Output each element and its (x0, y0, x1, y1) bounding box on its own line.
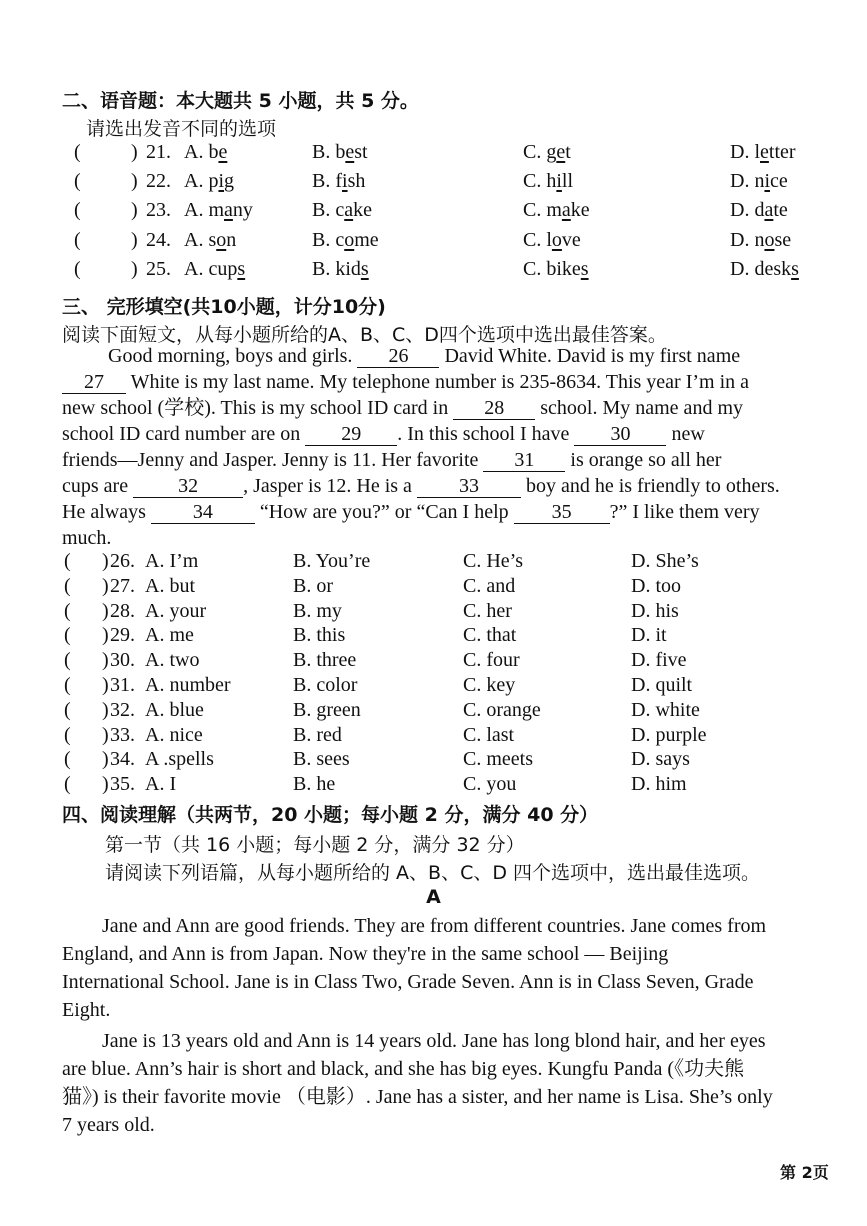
option-d (730, 199, 788, 222)
answer-paren-close: ) (131, 170, 138, 193)
option-d: D. She’s (631, 550, 699, 572)
option-text: sh (347, 170, 366, 193)
option-d: D. too (631, 574, 681, 597)
underlined-letter: a (764, 199, 774, 222)
passage-line (62, 369, 749, 395)
passage-text: , Jasper is 12. He is a (243, 475, 417, 497)
passage-text: friends—Jenny and Jasper. Jenny is 11. Her favorite (62, 449, 484, 471)
answer-paren-open: ( (64, 723, 71, 746)
passage-paragraph-2 (62, 1028, 773, 1140)
phonetics-row (0, 229, 867, 254)
phonetics-row (0, 170, 867, 195)
option-a: A. but (145, 574, 195, 597)
option-b: B. red (293, 723, 342, 746)
cloze-option-row (0, 649, 867, 674)
question-number: 31. (110, 674, 135, 696)
answer-paren-close: ) (131, 257, 138, 280)
cloze-option-row (0, 550, 867, 575)
option-text: D. n (730, 170, 765, 193)
option-d: D. it (631, 624, 667, 647)
option-a: A. nice (145, 723, 203, 746)
option-c: C. orange (463, 698, 541, 721)
option-text: te (773, 199, 788, 222)
option-text: B. c (312, 199, 345, 222)
underlined-letter: s (360, 257, 369, 280)
underlined-letter: i (764, 170, 771, 193)
blank-33: 33 (417, 475, 521, 498)
cloze-option-row (0, 724, 867, 749)
passage-line: are blue. Ann’s hair is short and black, and she has big eyes. Kungfu Panda (《功夫熊 (62, 1058, 745, 1080)
option-text: B. c (312, 228, 345, 251)
answer-paren-open: ( (74, 228, 81, 251)
passage-text: school. My name and my (535, 397, 743, 419)
cloze-option-row (0, 624, 867, 649)
option-b (312, 258, 369, 281)
page-number: 第 2页 (780, 1163, 829, 1182)
answer-paren-open: ( (64, 698, 71, 721)
phonetics-row (0, 199, 867, 224)
phonetics-row (0, 258, 867, 283)
option-b (312, 170, 365, 193)
passage-text: “How are you?” or “Can I help (254, 501, 514, 523)
option-c (523, 258, 589, 281)
underlined-letter: o (344, 228, 355, 251)
passage-text: new (666, 423, 705, 445)
passage-paragraph-1 (62, 913, 766, 1023)
passage-text: David White. David is my first name (439, 345, 741, 367)
option-d: D. says (631, 748, 690, 771)
question-number: 29. (110, 624, 135, 647)
passage-line (62, 395, 743, 421)
option-a (184, 141, 227, 164)
option-text: A. cup (184, 257, 238, 280)
section-4-part1: 第一节（共 16 小题；每小题 2 分，满分 32 分） (105, 834, 525, 856)
underlined-letter: s (237, 257, 246, 280)
option-a: A .spells (145, 748, 214, 771)
passage-line: 猫》) is their favorite movie （电影）. Jane has a sister, and her name is Lisa. She’s only (62, 1086, 773, 1108)
passage-text: ?” I like them very (609, 501, 760, 523)
question-number: 34. (110, 748, 135, 771)
section-4-title: 四、阅读理解（共两节，20 小题；每小题 2 分，满分 40 分） (62, 804, 599, 826)
cloze-option-row (0, 773, 867, 798)
answer-paren-close: ) (131, 228, 138, 251)
blank-26: 26 (357, 345, 439, 368)
blank-32: 32 (133, 475, 243, 498)
option-text: ve (561, 228, 581, 251)
option-text: B. b (312, 141, 346, 163)
section-3-title: 三、 完形填空(共10小题，计分10分) (62, 296, 386, 318)
option-text: C. l (523, 228, 552, 251)
question-number: 23. (146, 199, 171, 222)
option-text: C. h (523, 170, 557, 193)
option-d: D. white (631, 698, 700, 721)
option-d: D. quilt (631, 674, 693, 696)
passage-text: school ID card number are on (62, 423, 306, 445)
option-text: me (354, 228, 379, 251)
passage-line (62, 447, 721, 473)
cloze-option-row (0, 575, 867, 600)
answer-paren-close: ) (131, 199, 138, 222)
answer-paren-open: ( (64, 674, 71, 696)
underlined-letter: e (760, 141, 769, 163)
underlined-letter: o (551, 228, 562, 251)
section-2-instruction: 请选出发音不同的选项 (86, 118, 277, 140)
cloze-option-row (0, 699, 867, 724)
option-b: B. three (293, 649, 357, 672)
option-a: A. two (145, 649, 200, 672)
option-text: n (226, 228, 237, 251)
underlined-letter: i (218, 170, 225, 193)
option-c: C. and (463, 574, 516, 597)
option-c (523, 170, 573, 193)
option-c: C. her (463, 599, 512, 622)
blank-34: 34 (151, 501, 255, 524)
option-text: t (565, 141, 571, 163)
passage-text: He always (62, 501, 151, 523)
question-number: 28. (110, 599, 135, 622)
answer-paren-close: ) (102, 773, 109, 796)
option-c (523, 141, 571, 164)
passage-line: Jane is 13 years old and Ann is 14 years old. Jane has long blond hair, and her eyes (102, 1030, 766, 1052)
passage-line (62, 473, 780, 499)
option-text: tter (768, 141, 796, 163)
option-d (730, 229, 791, 252)
option-b: B. color (293, 674, 358, 696)
passage-text: . In this school I have (397, 423, 575, 445)
underlined-letter: s (580, 257, 589, 280)
answer-paren-open: ( (64, 624, 71, 647)
option-b: B. You’re (293, 550, 371, 572)
option-text: ny (232, 199, 253, 222)
blank-29: 29 (305, 423, 397, 446)
answer-paren-close: ) (102, 674, 109, 696)
question-number: 32. (110, 698, 135, 721)
option-d: D. his (631, 599, 679, 622)
option-d: D. him (631, 773, 687, 796)
answer-paren-open: ( (64, 773, 71, 796)
option-a (184, 199, 253, 222)
option-b: B. green (293, 698, 361, 721)
question-number: 25. (146, 257, 171, 280)
option-d (730, 141, 796, 164)
underlined-letter: a (561, 199, 571, 222)
option-text: C. bike (523, 257, 581, 280)
passage-label: A (426, 886, 441, 908)
underlined-letter: e (556, 141, 566, 163)
option-a: A. me (145, 624, 194, 647)
underlined-letter: o (764, 228, 775, 251)
option-text: C. m (523, 199, 562, 222)
option-text: st (354, 141, 368, 163)
blank-35: 35 (514, 501, 610, 524)
passage-text: much. (62, 527, 112, 549)
option-c: C. that (463, 624, 517, 647)
option-text: A. b (184, 141, 219, 163)
passage-line: International School. Jane is in Class Two, Grade Seven. Ann is in Class Seven, Grade (62, 971, 754, 993)
cloze-option-row (0, 748, 867, 773)
option-text: C. g (523, 141, 557, 163)
answer-paren-open: ( (74, 141, 81, 163)
option-text: B. kid (312, 257, 361, 280)
passage-text: Good morning, boys and girls. (108, 345, 358, 367)
cloze-option-row (0, 600, 867, 625)
answer-paren-close: ) (131, 141, 138, 163)
passage-line: Jane and Ann are good friends. They are from different countries. Jane comes from (102, 915, 767, 937)
option-text: g (224, 170, 235, 193)
option-a: A. blue (145, 698, 204, 721)
option-text: ke (570, 199, 590, 222)
answer-paren-open: ( (74, 170, 81, 193)
option-c: C. meets (463, 748, 533, 771)
question-number: 30. (110, 649, 135, 672)
underlined-letter: o (216, 228, 227, 251)
question-number: 24. (146, 228, 171, 251)
answer-paren-open: ( (64, 550, 71, 572)
option-text: D. d (730, 199, 765, 222)
underlined-letter: a (344, 199, 354, 222)
passage-line (62, 421, 705, 447)
answer-paren-open: ( (74, 257, 81, 280)
underlined-letter: s (791, 257, 799, 280)
passage-text: White is my last name. My telephone number is 235-8634. This year I’m in a (126, 371, 750, 393)
section-4-instruction: 请阅读下列语篇，从每小题所给的 A、B、C、D 四个选项中，选出最佳选项。 (105, 862, 761, 884)
option-a: A. I (145, 773, 177, 796)
blank-27: 27 (62, 371, 126, 394)
option-c: C. He’s (463, 550, 523, 572)
option-b: B. sees (293, 748, 350, 771)
option-b (312, 199, 372, 222)
option-c: C. four (463, 649, 520, 672)
underlined-letter: a (224, 199, 233, 222)
option-d (730, 170, 788, 193)
passage-line (62, 499, 760, 525)
passage-line: England, and Ann is from Japan. Now they're in the same school — Beijing (62, 943, 669, 965)
phonetics-row (0, 141, 867, 166)
option-a (184, 258, 245, 281)
option-b: B. he (293, 773, 336, 796)
answer-paren-close: ) (102, 748, 109, 771)
question-number: 27. (110, 574, 135, 597)
option-b (312, 229, 379, 252)
answer-paren-close: ) (102, 698, 109, 721)
option-text: A. m (184, 199, 224, 222)
option-d: D. purple (631, 723, 707, 746)
answer-paren-close: ) (102, 550, 109, 572)
option-text: ce (770, 170, 788, 193)
option-c: C. key (463, 674, 516, 696)
answer-paren-open: ( (64, 599, 71, 622)
question-number: 21. (146, 141, 171, 163)
option-c: C. last (463, 723, 515, 746)
answer-paren-open: ( (64, 748, 71, 771)
cloze-option-row (0, 674, 867, 699)
passage-line (62, 525, 111, 551)
answer-paren-open: ( (64, 649, 71, 672)
option-b: B. my (293, 599, 342, 622)
option-a (184, 170, 234, 193)
passage-text: is orange so all her (565, 449, 722, 471)
answer-paren-close: ) (102, 574, 109, 597)
underlined-letter: e (345, 141, 355, 163)
blank-30: 30 (574, 423, 666, 446)
passage-text: boy and he is friendly to others. (520, 475, 780, 497)
option-b: B. this (293, 624, 346, 647)
option-text: ke (353, 199, 372, 222)
option-b (312, 141, 368, 164)
passage-line (108, 343, 740, 369)
question-number: 35. (110, 773, 135, 796)
passage-line: Eight. (62, 999, 111, 1021)
option-text: A. p (184, 170, 219, 193)
passage-text: new school (学校). This is my school ID card in (62, 397, 454, 419)
passage-line: 7 years old. (62, 1114, 155, 1136)
answer-paren-open: ( (64, 574, 71, 597)
answer-paren-close: ) (102, 723, 109, 746)
option-a (184, 229, 236, 252)
option-text: D. l (730, 141, 760, 163)
section-3-instruction: 阅读下面短文，从每小题所给的A、B、C、D四个选项中选出最佳答案。 (62, 324, 667, 346)
option-text: se (774, 228, 792, 251)
blank-31: 31 (483, 449, 565, 472)
question-number: 33. (110, 723, 135, 746)
answer-paren-close: ) (102, 599, 109, 622)
section-2-title: 二、语音题：本大题共 5 小题，共 5 分。 (62, 90, 419, 112)
option-text: B. f (312, 170, 342, 193)
option-text: D. desk (730, 257, 792, 280)
underlined-letter: i (342, 170, 348, 193)
option-a: A. number (145, 674, 231, 696)
option-c (523, 229, 581, 252)
answer-paren-open: ( (74, 199, 81, 222)
option-text: D. n (730, 228, 765, 251)
question-number: 26. (110, 550, 135, 572)
answer-paren-close: ) (102, 624, 109, 647)
option-text: ll (561, 170, 574, 193)
option-d (730, 258, 799, 281)
option-text: A. s (184, 228, 217, 251)
answer-paren-close: ) (102, 649, 109, 672)
option-b: B. or (293, 574, 333, 597)
blank-28: 28 (453, 397, 535, 420)
option-c: C. you (463, 773, 517, 796)
underlined-letter: i (556, 170, 562, 193)
option-c (523, 199, 590, 222)
passage-text: cups are (62, 475, 134, 497)
question-number: 22. (146, 170, 171, 193)
option-d: D. five (631, 649, 687, 672)
underlined-letter: e (218, 141, 228, 163)
option-a: A. I’m (145, 550, 199, 572)
option-a: A. your (145, 599, 207, 622)
